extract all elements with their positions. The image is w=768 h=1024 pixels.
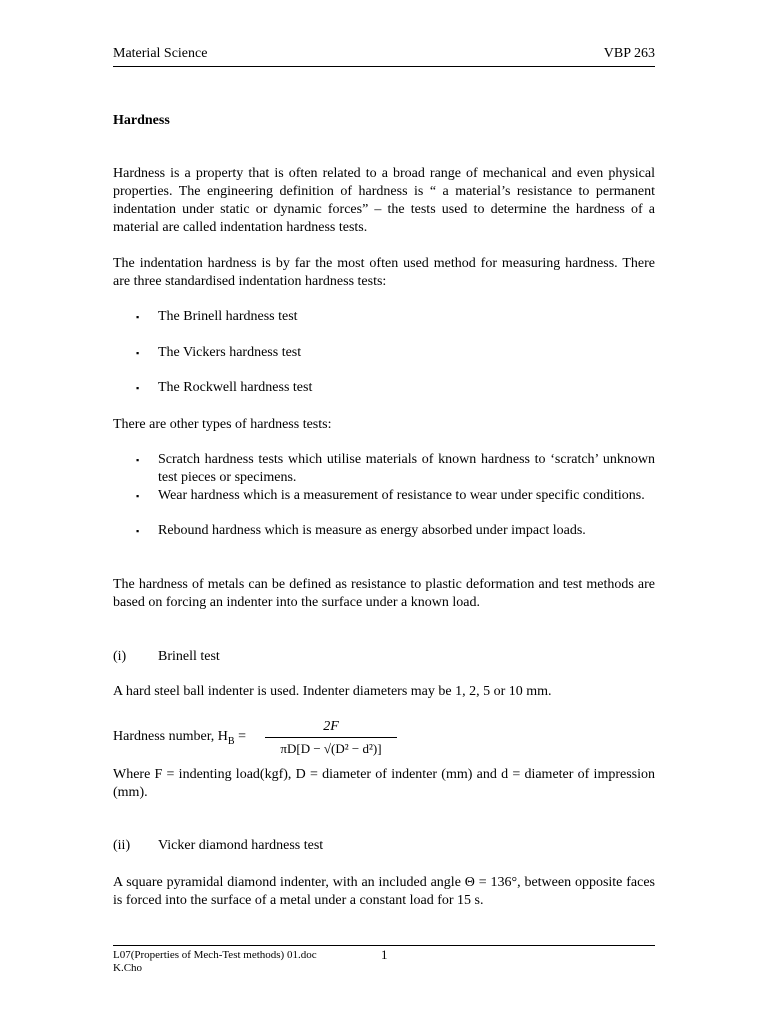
- page-footer: [113, 945, 655, 975]
- formula-fraction: [265, 718, 397, 759]
- page-number: 1: [381, 947, 388, 962]
- section-title: Vicker diamond hardness test: [158, 838, 324, 853]
- section-number: (i): [113, 649, 127, 664]
- section-title: Brinell test: [158, 649, 220, 664]
- footer-author: K.Cho: [113, 962, 143, 974]
- metals-paragraph: The hardness of metals can be defined as resistance to plastic deformation and test methods are based on forcing an indenter into the surface under a known load.: [113, 577, 655, 610]
- header-right: VBP 263: [603, 46, 655, 61]
- section-heading: Hardness: [113, 113, 170, 128]
- list-item-text: Rebound hardness which is measure as energy absorbed under impact loads.: [158, 523, 586, 538]
- page-header: [113, 46, 655, 67]
- bullet-icon: ▪: [136, 455, 140, 465]
- bullet-icon: ▪: [136, 491, 140, 501]
- footer-filename: L07(Properties of Mech-Test methods) 01.doc: [113, 949, 317, 961]
- bullet-icon: ▪: [136, 348, 140, 358]
- fraction-bar: [265, 737, 397, 738]
- bullet-icon: ▪: [136, 526, 140, 536]
- list-item-text: The Rockwell hardness test: [158, 380, 313, 395]
- list-item: [136, 522, 655, 540]
- list-item-text: The Vickers hardness test: [158, 345, 302, 360]
- brinell-formula: [113, 718, 413, 762]
- list-item: [136, 344, 655, 362]
- list-item: [136, 451, 655, 487]
- bullet-icon: ▪: [136, 312, 140, 322]
- list-item: [136, 487, 655, 505]
- list-item-text: Wear hardness which is a measurement of resistance to wear under specific conditions.: [158, 488, 645, 503]
- list-item: [136, 379, 655, 397]
- formula-denominator: πD[D − √(D² − d²)]: [280, 741, 382, 756]
- variables-paragraph: Where F = indenting load(kgf), D = diameter of indenter (mm) and d = diameter of impression (mm).: [113, 767, 655, 800]
- list-item-text: The Brinell hardness test: [158, 309, 298, 324]
- bullet-icon: ▪: [136, 383, 140, 393]
- intro-paragraph: Hardness is a property that is often related to a broad range of mechanical and even physical properties. The engineering definition of hardness is “ a material’s resistance to permanent indentation under static or dynamic forces” – the tests used to determine the hardness of a material are called indentation hardness tests.: [113, 166, 655, 235]
- brinell-paragraph: A hard steel ball indenter is used. Indenter diameters may be 1, 2, 5 or 10 mm.: [113, 684, 552, 699]
- formula-numerator: 2F: [323, 719, 339, 734]
- list-item: [136, 308, 655, 326]
- formula-label: Hardness number, $H_B$ =: [113, 729, 246, 747]
- section-number: (ii): [113, 838, 131, 853]
- header-left: Material Science: [113, 46, 208, 61]
- other-tests-paragraph: There are other types of hardness tests:: [113, 417, 332, 432]
- indentation-paragraph: The indentation hardness is by far the most often used method for measuring hardness. There are three standardised indentation hardness tests:: [113, 256, 655, 289]
- list-item-text: Scratch hardness tests which utilise materials of known hardness to ‘scratch’ unknown test pieces or specimens.: [158, 452, 655, 485]
- vickers-paragraph: A square pyramidal diamond indenter, with an included angle Θ = 136°, between opposite faces is forced into the surface of a metal under a constant load for 15 s.: [113, 875, 655, 908]
